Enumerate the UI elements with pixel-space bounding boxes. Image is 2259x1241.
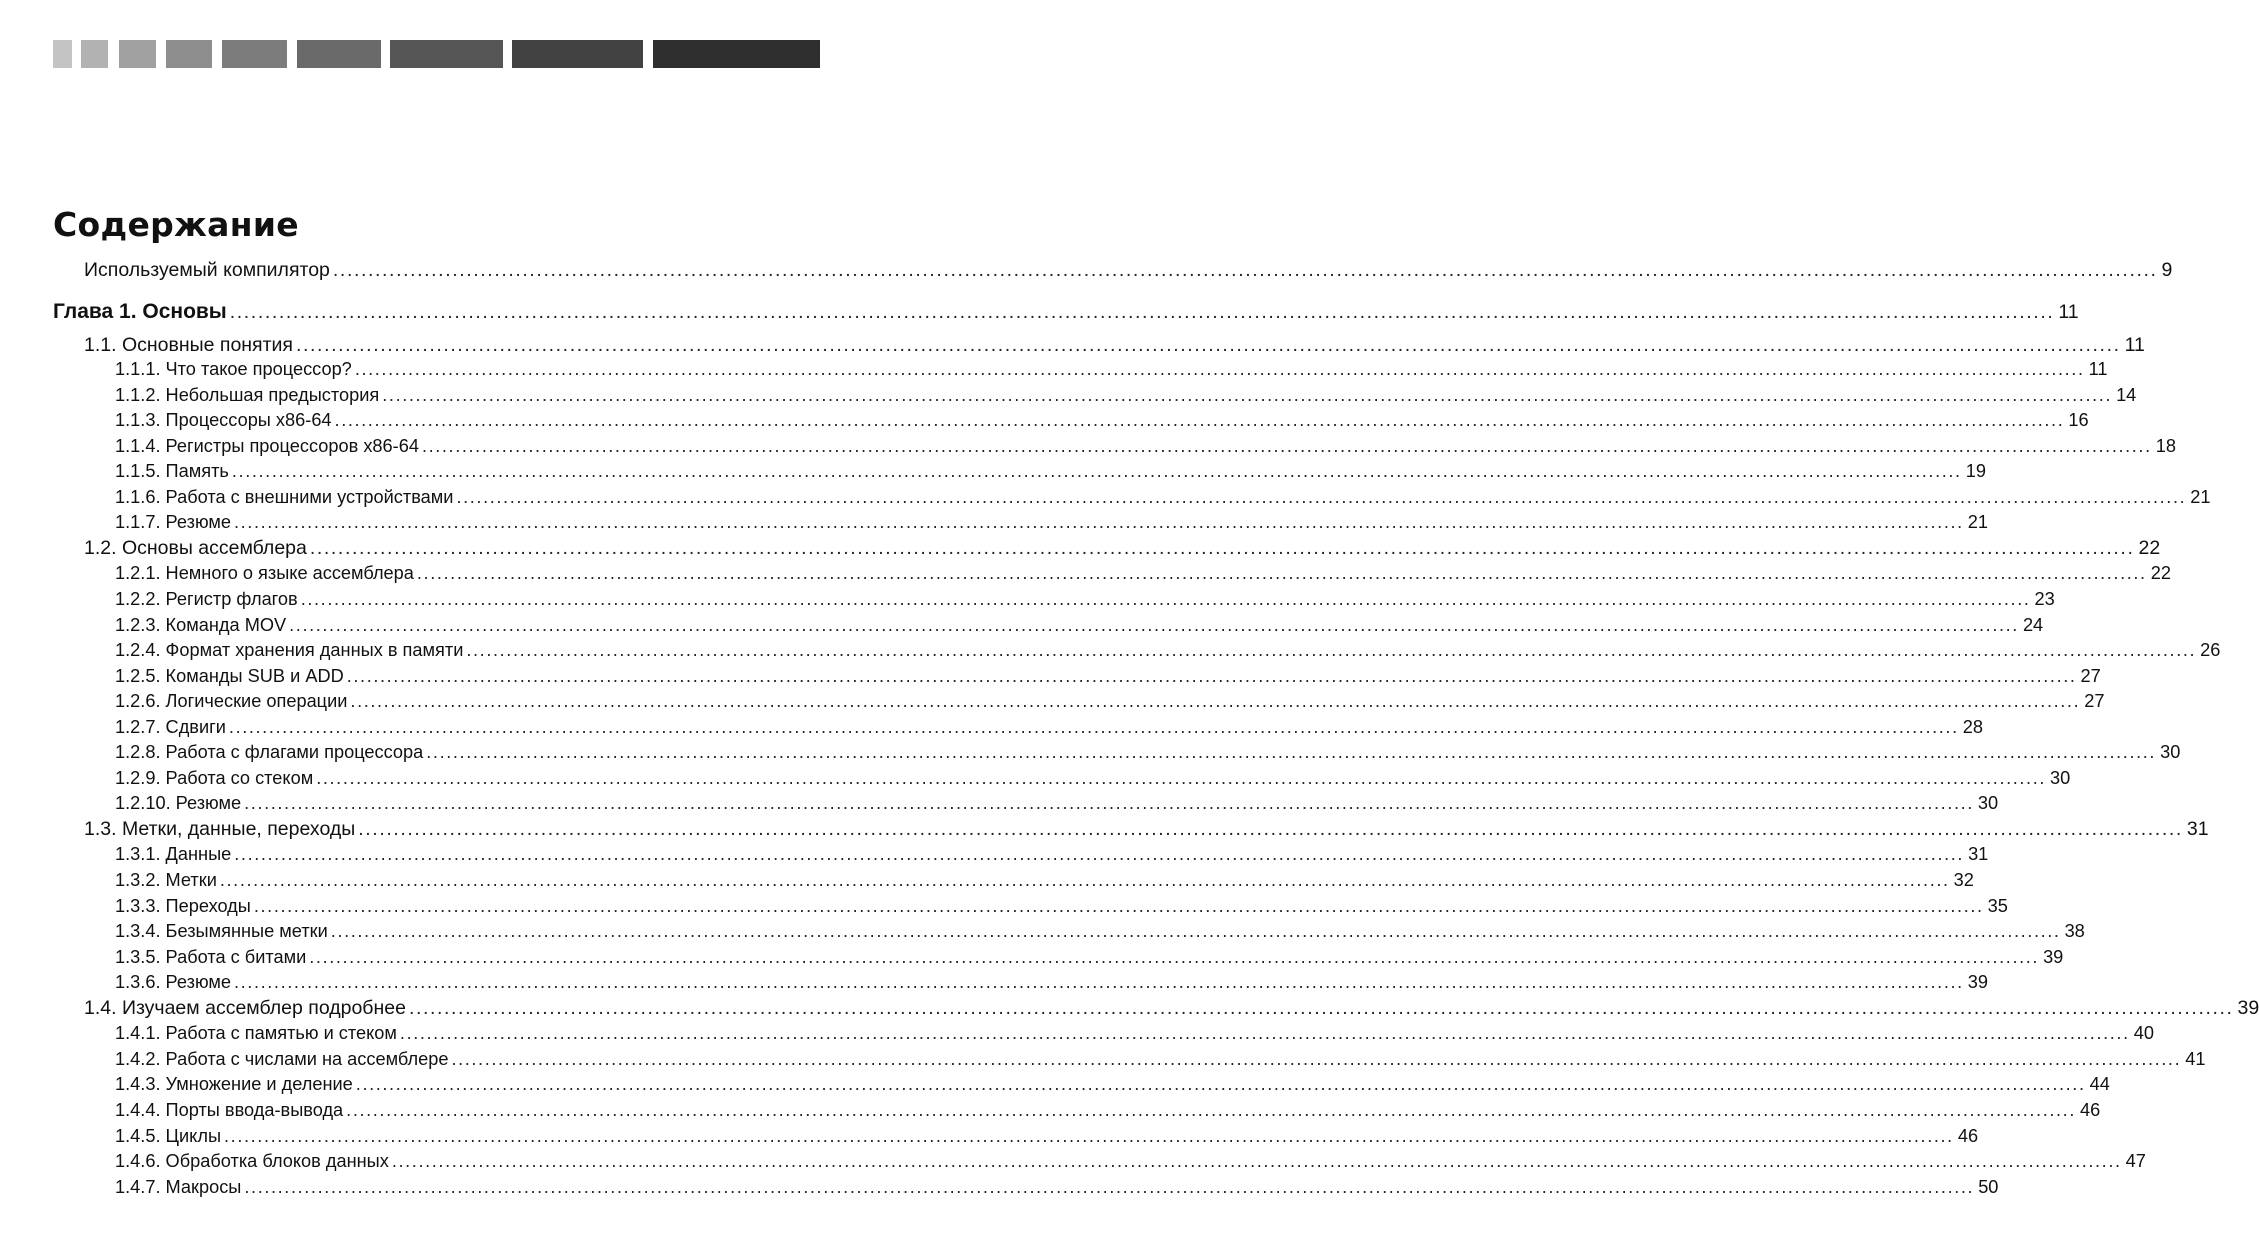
toc-entry-page-number: 21 xyxy=(2190,486,2211,507)
toc-entry-section xyxy=(84,817,2209,840)
toc-entry-title: 1.1. Основные понятия xyxy=(84,334,293,356)
toc-entry-page-number: 41 xyxy=(2185,1048,2206,1069)
toc-entry-page-number: 28 xyxy=(1962,716,1983,737)
toc-entry-sub xyxy=(115,358,2108,380)
toc-entry-title: 1.1.6. Работа с внешними устройствами xyxy=(115,486,454,507)
toc-entry-title: 1.4.7. Макросы xyxy=(115,1176,242,1197)
toc-entry-title: 1.2.9. Работа со стеком xyxy=(115,767,314,788)
toc-entry-sub xyxy=(115,971,1989,993)
toc-entry-title: 1.2.4. Формат хранения данных в памяти xyxy=(115,640,464,661)
toc-entry-title: 1.1.2. Небольшая предыстория xyxy=(115,384,380,405)
toc-entry-title: Глава 1. Основы xyxy=(53,300,227,323)
toc-entry-sub xyxy=(115,1150,2146,1172)
toc-entry-sub xyxy=(115,1048,2206,1070)
toc-entry-sub xyxy=(115,895,2008,917)
dot-leader: .................................................................................................................................................................................................................................................................... xyxy=(358,817,2183,840)
header-bar xyxy=(53,40,72,68)
dot-leader: .................................................................................................................................................................................................................................................................... xyxy=(350,691,2081,712)
dot-leader: .................................................................................................................................................................................................................................................................... xyxy=(456,486,2187,507)
toc-entry-sub xyxy=(115,665,2101,687)
toc-entry-page-number: 35 xyxy=(1987,895,2008,916)
dot-leader: .................................................................................................................................................................................................................................................................... xyxy=(296,334,2121,356)
toc-entry-page-number: 19 xyxy=(1965,461,1986,482)
toc-entry-sub xyxy=(115,843,1989,865)
toc-entry-title: 1.1.5. Память xyxy=(115,461,229,482)
dot-leader: .................................................................................................................................................................................................................................................................... xyxy=(399,1023,2130,1044)
toc-entry-page-number: 46 xyxy=(1957,1125,1979,1146)
toc-entry-title: Используемый компилятор xyxy=(84,259,330,281)
dot-leader: .................................................................................................................................................................................................................................................................... xyxy=(382,384,2113,405)
header-bar xyxy=(166,40,212,68)
header-bar xyxy=(653,40,820,68)
dot-leader: .................................................................................................................................................................................................................................................................... xyxy=(416,563,2147,584)
toc-entry-page-number: 39 xyxy=(1967,972,1989,993)
dot-leader: .................................................................................................................................................................................................................................................................... xyxy=(408,996,2234,1019)
toc-entry-title: 1.4. Изучаем ассемблер подробнее xyxy=(84,996,406,1019)
toc-entry-sub xyxy=(115,1099,2101,1121)
dot-leader: .................................................................................................................................................................................................................................................................... xyxy=(332,259,2158,281)
dot-leader: .................................................................................................................................................................................................................................................................... xyxy=(354,359,2085,379)
toc-entry-sub xyxy=(115,384,2137,406)
header-bar xyxy=(297,40,381,68)
toc-entry-sub xyxy=(115,792,1999,814)
toc-entry-sub xyxy=(115,869,1974,891)
toc-entry-sub xyxy=(115,1073,2110,1095)
toc-entry-page-number: 39 xyxy=(2237,996,2259,1019)
toc-entry-title: 1.2. Основы ассемблера xyxy=(84,536,307,559)
toc-entry-page-number: 18 xyxy=(2155,435,2176,456)
toc-entry-page-number: 14 xyxy=(2116,384,2137,405)
dot-leader: .................................................................................................................................................................................................................................................................... xyxy=(253,895,1984,916)
dot-leader: .................................................................................................................................................................................................................................................................... xyxy=(228,716,1959,737)
toc-entry-title: 1.1.4. Регистры процессоров x86-64 xyxy=(115,435,419,456)
toc-entry-sub xyxy=(115,409,2089,431)
dot-leader: .................................................................................................................................................................................................................................................................... xyxy=(316,767,2047,788)
toc-entry-sub xyxy=(115,588,2055,610)
dot-leader: .................................................................................................................................................................................................................................................................... xyxy=(231,461,1962,482)
toc-entry-title: 1.2.6. Логические операции xyxy=(115,691,348,712)
dot-leader: .................................................................................................................................................................................................................................................................... xyxy=(421,435,2152,456)
dot-leader: .................................................................................................................................................................................................................................................................... xyxy=(234,972,1964,993)
toc-entry-title: 1.1.7. Резюме xyxy=(115,512,231,533)
dot-leader: .................................................................................................................................................................................................................................................................... xyxy=(309,946,2040,967)
toc-entry-title: 1.4.1. Работа с памятью и стеком xyxy=(115,1023,397,1044)
dot-leader: .................................................................................................................................................................................................................................................................... xyxy=(289,614,2019,635)
toc-entry-page-number: 23 xyxy=(2034,588,2055,609)
toc-entry-page-number: 22 xyxy=(2138,536,2161,559)
toc-entry-sub xyxy=(115,460,1986,482)
toc-entry-title: 1.4.6. Обработка блоков данных xyxy=(115,1151,389,1172)
header-bar xyxy=(390,40,503,68)
toc-entry-page-number: 9 xyxy=(2161,259,2173,281)
toc-entry-sub xyxy=(115,639,2221,661)
toc-entry-page-number: 39 xyxy=(2043,946,2064,967)
dot-leader: .................................................................................................................................................................................................................................................................... xyxy=(234,844,1965,865)
toc-entry-title: 1.3.6. Резюме xyxy=(115,972,231,993)
toc-entry-page-number: 27 xyxy=(2084,691,2105,712)
dot-leader: .................................................................................................................................................................................................................................................................... xyxy=(244,793,1974,814)
toc-entry-page-number: 27 xyxy=(2080,665,2101,686)
toc-entry-title: 1.2.2. Регистр флагов xyxy=(115,588,298,609)
toc-entry-title: 1.4.4. Порты ввода-вывода xyxy=(115,1099,344,1120)
toc-entry-page-number: 24 xyxy=(2022,614,2044,635)
toc-entry-sub xyxy=(115,435,2176,457)
dot-leader: .................................................................................................................................................................................................................................................................... xyxy=(391,1151,2122,1172)
toc-entry-title: 1.2.3. Команда MOV xyxy=(115,614,287,635)
dot-leader: .................................................................................................................................................................................................................................................................... xyxy=(234,512,1964,533)
dot-leader: .................................................................................................................................................................................................................................................................... xyxy=(224,1125,1954,1146)
dot-leader: .................................................................................................................................................................................................................................................................... xyxy=(300,588,2031,609)
toc-entry-sub xyxy=(115,1022,2154,1044)
toc-entry-page-number: 47 xyxy=(2125,1151,2146,1172)
toc-entry-sub xyxy=(115,716,1983,738)
toc-entry-page-number: 32 xyxy=(1953,870,1974,890)
toc-entry-sub xyxy=(115,511,1989,533)
toc-entry-intro xyxy=(84,259,2173,281)
header-decoration-bars xyxy=(0,0,875,80)
toc-entry-page-number: 11 xyxy=(2058,301,2079,323)
toc-entry-title: 1.3.2. Метки xyxy=(115,870,217,890)
toc-entry-sub xyxy=(115,1176,1999,1198)
toc-entry-page-number: 16 xyxy=(2068,410,2089,431)
toc-entry-page-number: 38 xyxy=(2064,921,2085,942)
toc-entry-title: 1.2.7. Сдвиги xyxy=(115,716,226,737)
header-bar xyxy=(222,40,287,68)
toc-entry-page-number: 44 xyxy=(2089,1074,2110,1095)
toc-entry-section xyxy=(84,996,2259,1019)
toc-entry-title: 1.4.5. Циклы xyxy=(115,1125,222,1146)
toc-entry-sub xyxy=(115,741,2181,763)
toc-entry-page-number: 30 xyxy=(2050,767,2071,788)
toc-entry-title: 1.4.3. Умножение и деление xyxy=(115,1074,353,1095)
dot-leader: .................................................................................................................................................................................................................................................................... xyxy=(451,1048,2182,1069)
toc-entry-title: 1.2.5. Команды SUB и ADD xyxy=(115,665,344,686)
toc-entry-page-number: 46 xyxy=(2079,1099,2101,1120)
dot-leader: .................................................................................................................................................................................................................................................................... xyxy=(334,410,2065,431)
toc-entry-page-number: 30 xyxy=(1977,793,1999,814)
toc-entry-title: 1.3.1. Данные xyxy=(115,844,232,865)
header-bar xyxy=(512,40,643,68)
toc-entry-sub xyxy=(115,486,2211,508)
dot-leader: .................................................................................................................................................................................................................................................................... xyxy=(309,536,2135,559)
toc-entry-page-number: 50 xyxy=(1978,1176,1999,1197)
toc-entry-title: 1.2.1. Немного о языке ассемблера xyxy=(115,563,414,584)
page-title: Содержание xyxy=(53,205,299,244)
dot-leader: .................................................................................................................................................................................................................................................................... xyxy=(466,640,2197,661)
toc-entry-page-number: 31 xyxy=(1968,844,1989,865)
toc-entry-title: 1.1.3. Процессоры x86-64 xyxy=(115,410,332,431)
toc-entry-title: 1.2.8. Работа с флагами процессора xyxy=(115,742,424,763)
toc-entry-title: 1.3.5. Работа с битами xyxy=(115,946,307,967)
header-bar xyxy=(119,40,156,68)
toc-entry-page-number: 11 xyxy=(2088,359,2108,379)
dot-leader: .................................................................................................................................................................................................................................................................... xyxy=(355,1074,2086,1095)
toc-entry-title: 1.3. Метки, данные, переходы xyxy=(84,817,356,840)
toc-entry-sub xyxy=(115,614,2044,636)
toc-entry-section xyxy=(84,536,2161,559)
toc-entry-section xyxy=(84,334,2145,356)
toc-entry-sub xyxy=(115,767,2071,789)
dot-leader: .................................................................................................................................................................................................................................................................... xyxy=(426,742,2157,763)
dot-leader: .................................................................................................................................................................................................................................................................... xyxy=(229,301,2055,323)
toc-entry-page-number: 30 xyxy=(2160,742,2181,763)
toc-entry-title: 1.4.2. Работа с числами на ассемблере xyxy=(115,1048,449,1069)
toc-entry-sub xyxy=(115,562,2171,584)
toc-entry-page-number: 11 xyxy=(2124,334,2145,356)
header-bar xyxy=(81,40,108,68)
toc-entry-chapter xyxy=(53,300,2079,323)
toc-entry-title: 1.3.3. Переходы xyxy=(115,895,251,916)
toc-entry-page-number: 22 xyxy=(2150,563,2171,584)
dot-leader: .................................................................................................................................................................................................................................................................... xyxy=(346,665,2077,686)
dot-leader: .................................................................................................................................................................................................................................................................... xyxy=(244,1176,1975,1197)
toc-entry-sub xyxy=(115,1125,1979,1147)
toc-entry-sub xyxy=(115,946,2064,968)
dot-leader: .................................................................................................................................................................................................................................................................... xyxy=(219,870,1950,890)
dot-leader: .................................................................................................................................................................................................................................................................... xyxy=(330,921,2061,942)
toc-entry-title: 1.2.10. Резюме xyxy=(115,793,242,814)
toc-entry-title: 1.3.4. Безымянные метки xyxy=(115,921,328,942)
dot-leader: .................................................................................................................................................................................................................................................................... xyxy=(346,1099,2076,1120)
toc-entry-title: 1.1.1. Что такое процессор? xyxy=(115,359,352,379)
toc-entry-sub xyxy=(115,690,2105,712)
toc-entry-sub xyxy=(115,920,2085,942)
toc-entry-page-number: 26 xyxy=(2200,640,2221,661)
toc-entry-page-number: 21 xyxy=(1967,512,1989,533)
toc-entry-page-number: 31 xyxy=(2186,817,2209,840)
toc-entry-page-number: 40 xyxy=(2133,1023,2154,1044)
